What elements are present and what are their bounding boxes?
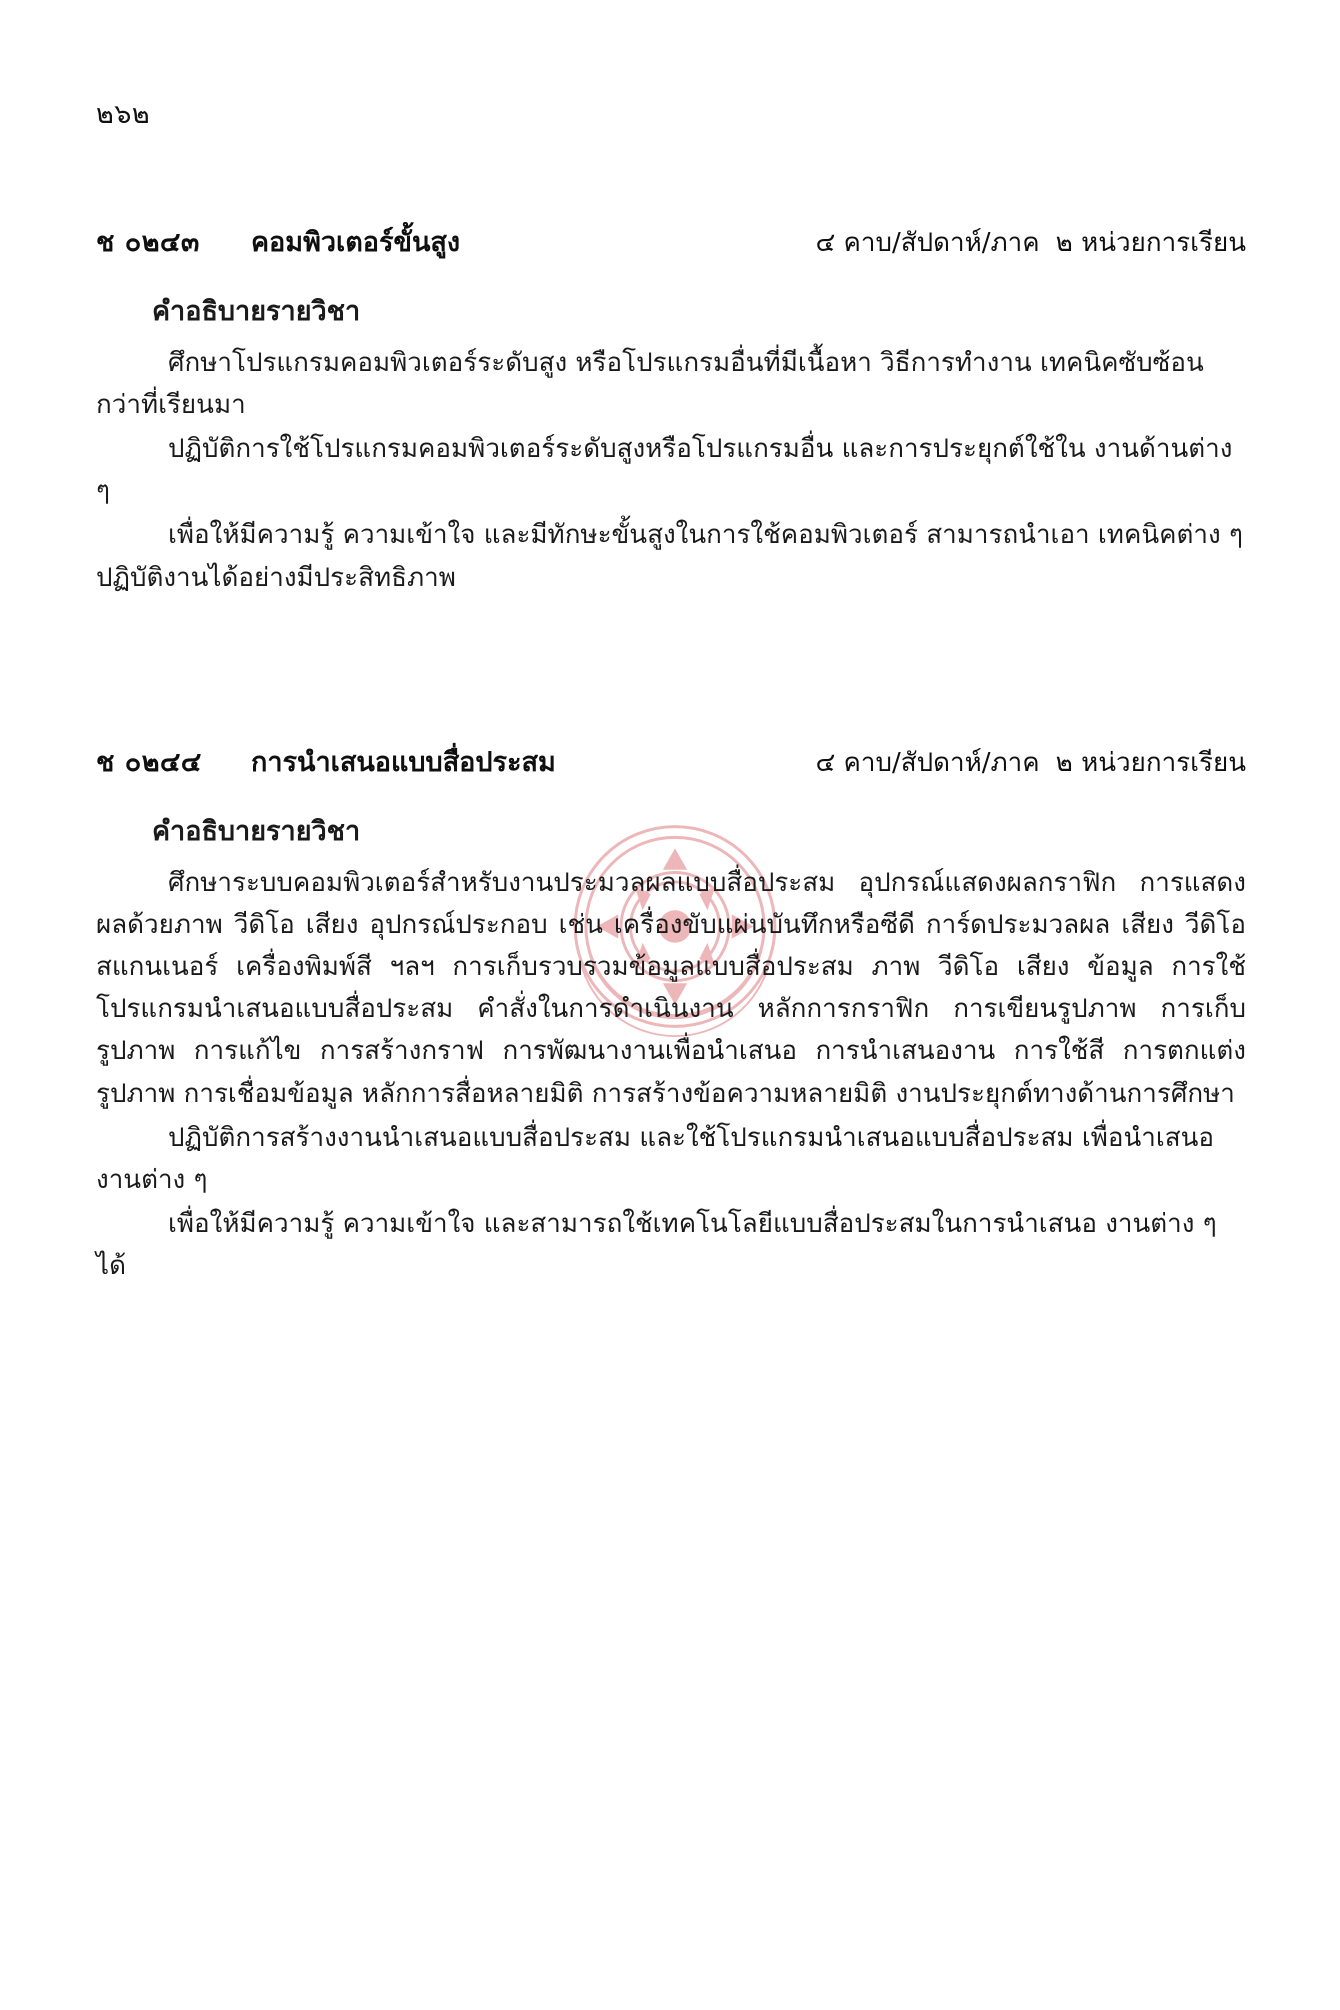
course-block-2 (96, 740, 1246, 1289)
course-credit-units: ๒ หน่วยการเรียน (1055, 228, 1246, 258)
course-credits (816, 742, 1246, 783)
course-periods: ๔ คาบ/สัปดาห์/ภาค (815, 228, 1040, 258)
course-block-1 (96, 220, 1246, 601)
course-paragraph: ศึกษาระบบคอมพิวเตอร์สำหรับงานประมวลผลแบบสื่อประสม อุปกรณ์แสดงผลกราฟิก การแสดงผลด้วยภาพ วีดิโอ เสียง อุปกรณ์ประกอบ เช่น เครื่องขับแผ่นบันทึกหรือซีดี การ์ดประมวลผล เสียง วีดิโอ สแกนเนอร์ เครื่องพิมพ์สี ฯลฯ การเก็บรวบรวมข้อมูลแบบสื่อประสม ภาพ วีดิโอ เสียง ข้อมูล การใช้โปรแกรมนำเสนอแบบสื่อประสม คำสั่งในการดำเนินงาน หลักการกราฟิก การเขียนรูปภาพ การเก็บรูปภาพ การแก้ไข การสร้างกราฟ การพัฒนางานเพื่อนำเสนอ การนำเสนองาน การใช้สี การตกแต่งรูปภาพ การเชื่อมข้อมูล หลักการสื่อหลายมิติ การสร้างข้อความหลายมิติ งานประยุกต์ทางด้านการศึกษา (96, 868, 1246, 1109)
course-code: ช ๐๒๔๓ (96, 227, 200, 258)
course-header (96, 740, 1246, 783)
section-label-description: คำอธิบายรายวิชา (152, 296, 361, 327)
course-code: ช ๐๒๔๔ (96, 747, 202, 778)
course-title: คอมพิวเตอร์ขั้นสูง (251, 227, 461, 258)
course-header (96, 220, 1246, 263)
course-paragraph: ปฏิบัติการใช้โปรแกรมคอมพิวเตอร์ระดับสูงหรือโปรแกรมอื่น และการประยุกต์ใช้ใน งานด้านต่าง ๆ (96, 434, 1233, 507)
course-periods: ๔ คาบ/สัปดาห์/ภาค (815, 748, 1040, 778)
page-number: ๒๖๒ (96, 99, 151, 130)
course-paragraph: เพื่อให้มีความรู้ ความเข้าใจ และมีทักษะขั้นสูงในการใช้คอมพิวเตอร์ สามารถนำเอา เทคนิคต่าง ๆ ปฏิบัติงานได้อย่างมีประสิทธิภาพ (96, 520, 1243, 593)
course-credits (816, 222, 1246, 263)
course-credit-units: ๒ หน่วยการเรียน (1055, 748, 1246, 778)
course-paragraph: เพื่อให้มีความรู้ ความเข้าใจ และสามารถใช้เทคโนโลยีแบบสื่อประสมในการนำเสนอ งานต่าง ๆ ได้ (96, 1208, 1217, 1281)
course-paragraph: ปฏิบัติการสร้างงานนำเสนอแบบสื่อประสม และใช้โปรแกรมนำเสนอแบบสื่อประสม เพื่อนำเสนองานต่าง ๆ (96, 1122, 1214, 1195)
course-title: การนำเสนอแบบสื่อประสม (251, 747, 556, 778)
section-label-description: คำอธิบายรายวิชา (152, 816, 361, 847)
course-paragraph: ศึกษาโปรแกรมคอมพิวเตอร์ระดับสูง หรือโปรแกรมอื่นที่มีเนื้อหา วิธีการทำงาน เทคนิคซับซ้อนกว่าที่เรียนมา (96, 348, 1204, 421)
